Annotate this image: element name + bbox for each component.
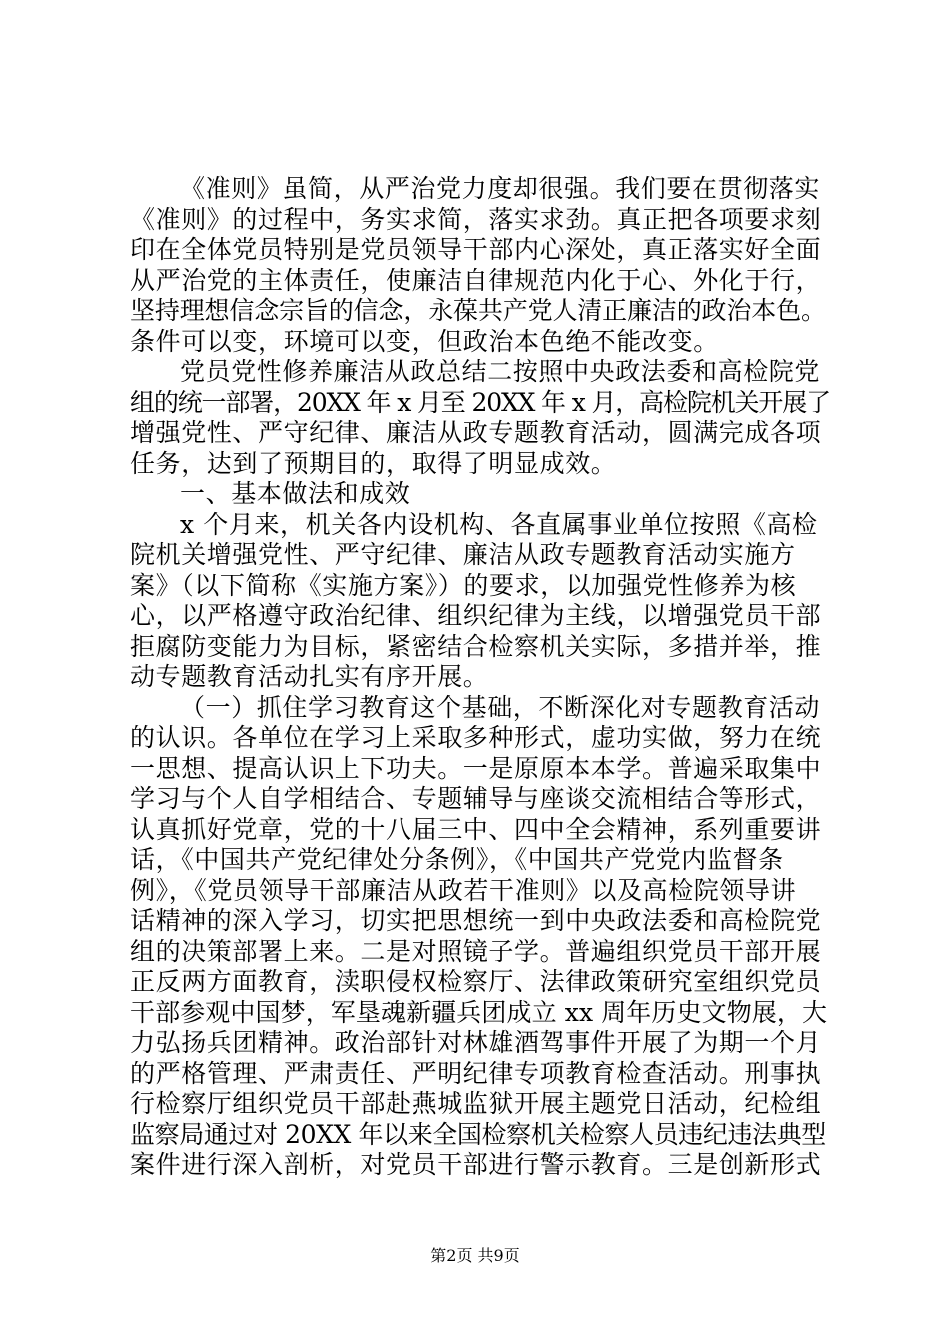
text-line: 印在全体党员特别是党员领导干部内心深处，真正落实好全面	[130, 235, 822, 264]
text-line: 院机关增强党性、严守纪律、廉洁从政专题教育活动实施方	[130, 540, 796, 569]
text-line: 正反两方面教育，渎职侵权检察厅、法律政策研究室组织党员	[130, 967, 822, 996]
text-line: 案》（以下简称《实施方案》）的要求，以加强党性修养为核	[130, 570, 797, 600]
text-line: 监察局通过对 20XX 年以来全国检察机关检察人员违纪违法典型	[130, 1119, 826, 1149]
text-line: 认真抓好党章，党的十八届三中、四中全会精神，系列重要讲	[130, 814, 822, 844]
text-line: 的严格管理、严肃责任、严明纪律专项教育检查活动。刑事执	[130, 1058, 822, 1088]
text-line: 条件可以变，环境可以变，但政治本色绝不能改变。	[130, 326, 719, 356]
text-line: x 个月来，机关各内设机构、各直属事业单位按照《高检	[180, 509, 818, 539]
text-line: 一思想、提高认识上下功夫。一是原原本本学。普遍采取集中	[130, 753, 822, 783]
text-line: 例》，《党员领导干部廉洁从政若干准则》以及高检院领导讲	[130, 875, 797, 905]
text-line: 话，《中国共产党纪律处分条例》，《中国共产党党内监督条	[130, 845, 784, 874]
text-line: 学习与个人自学相结合、专题辅导与座谈交流相结合等形式，	[130, 784, 822, 813]
text-line: 《准则》虽简，从严治党力度却很强。我们要在贯彻落实	[180, 174, 821, 203]
page-footer: 第2页 共9页	[430, 1246, 520, 1265]
text-line: 干部参观中国梦，军垦魂新疆兵团成立 xx 周年历史文物展，大	[130, 997, 828, 1027]
text-line: 增强党性、严守纪律、廉洁从政专题教育活动，圆满完成各项	[130, 418, 822, 447]
document-body	[130, 174, 830, 1181]
text-line: 行检察厅组织党员干部赴燕城监狱开展主题党日活动，纪检组	[130, 1089, 822, 1118]
text-line: 案件进行深入剖析，对党员干部进行警示教育。三是创新形式	[130, 1150, 822, 1179]
text-line: 心，以严格遵守政治纪律、组织纪律为主线，以增强党员干部	[130, 601, 822, 630]
text-line: 力弘扬兵团精神。政治部针对林雄酒驾事件开展了为期一个月	[130, 1028, 822, 1057]
text-line: 从严治党的主体责任，使廉洁自律规范内化于心、外化于行，	[130, 265, 822, 295]
text-line: 话精神的深入学习，切实把思想统一到中央政法委和高检院党	[130, 906, 822, 935]
text-line: 组的决策部署上来。二是对照镜子学。普遍组织党员干部开展	[130, 936, 822, 966]
text-line: 党员党性修养廉洁从政总结二按照中央政法委和高检院党	[180, 357, 821, 386]
text-line: 的认识。各单位在学习上采取多种形式，虚功实做，努力在统	[130, 723, 822, 752]
text-line: 一、基本做法和成效	[180, 479, 411, 508]
text-line: （一）抓住学习教育这个基础，不断深化对专题教育活动	[180, 692, 821, 722]
text-line: 组的统一部署，20XX 年 x 月至 20XX 年 x 月，高检院机关开展了	[130, 387, 830, 417]
text-line: 坚持理想信念宗旨的信念，永葆共产党人清正廉洁的政治本色。	[130, 296, 826, 325]
text-line: 《准则》的过程中，务实求简，落实求劲。真正把各项要求刻	[130, 204, 822, 234]
text-line: 任务，达到了预期目的，取得了明显成效。	[130, 448, 617, 478]
text-line: 拒腐防变能力为目标，紧密结合检察机关实际，多措并举，推	[130, 631, 822, 661]
text-line: 动专题教育活动扎实有序开展。	[130, 662, 489, 691]
